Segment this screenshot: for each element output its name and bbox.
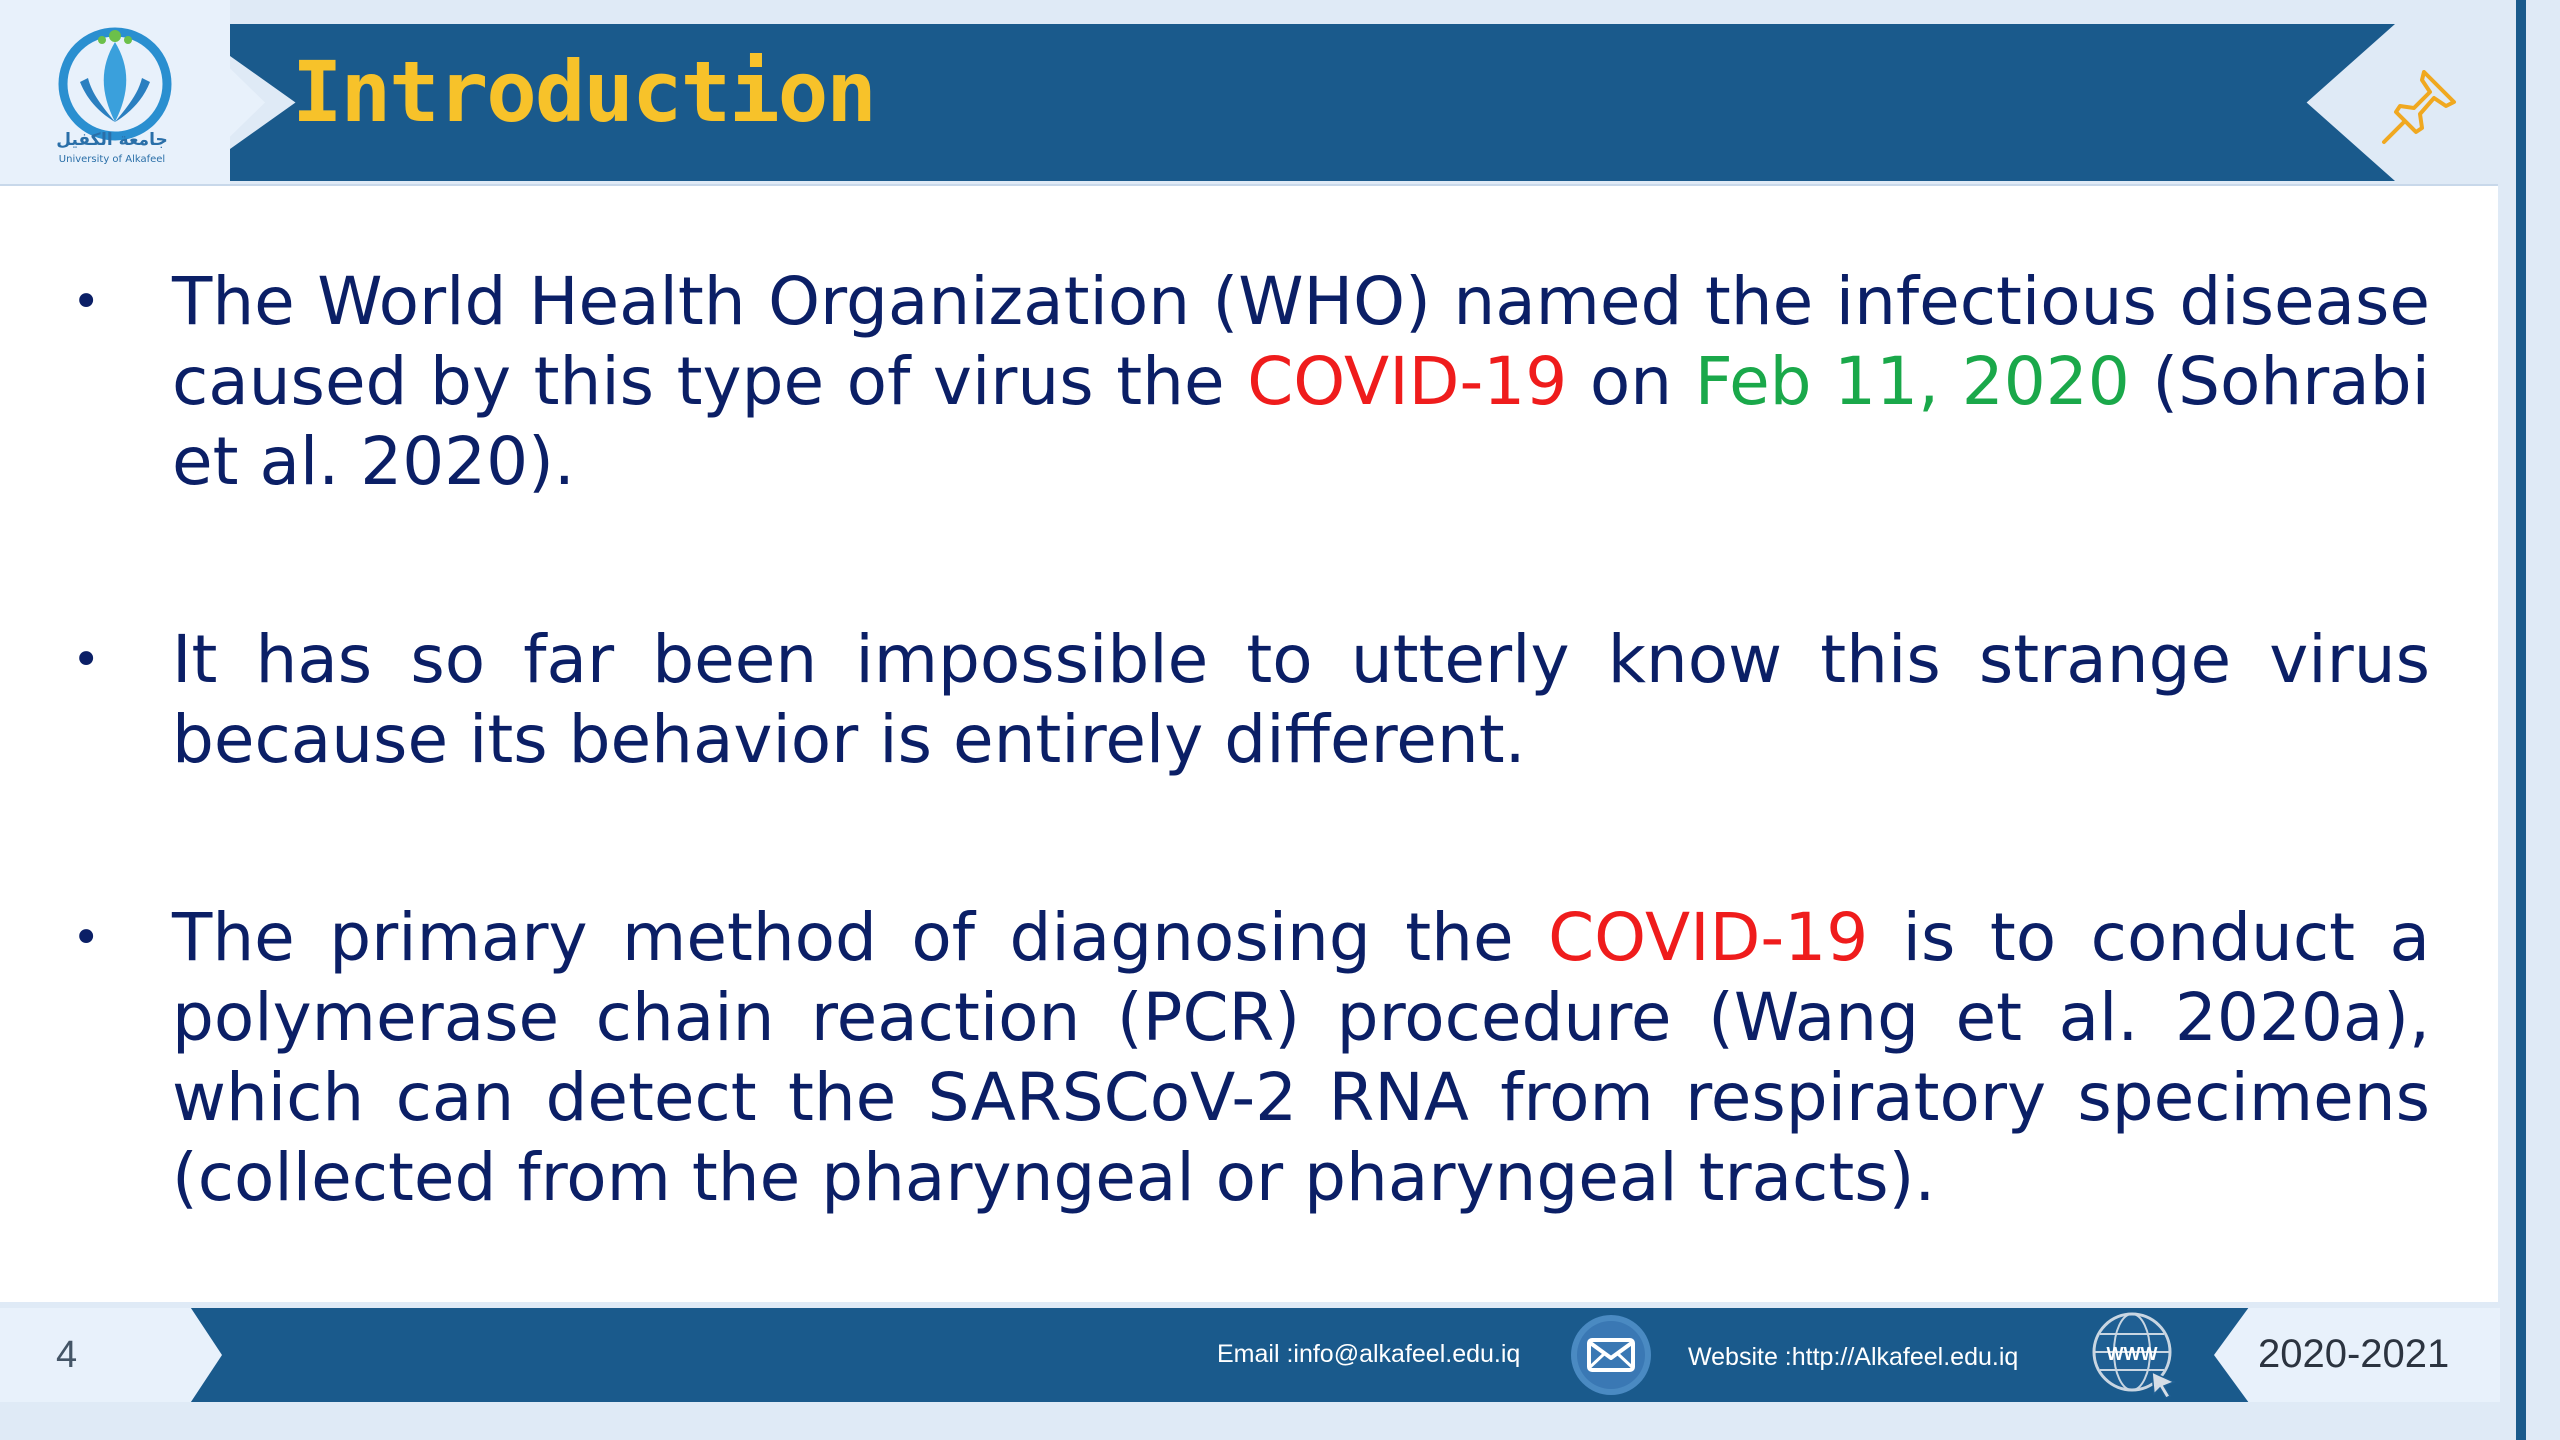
logo-english-text: University of Alkafeel: [58, 154, 166, 165]
bullet-dot-icon: •: [72, 910, 101, 966]
footer-website[interactable]: Website :http://Alkafeel.edu.iq: [1688, 1343, 2019, 1371]
page-number: 4: [56, 1334, 78, 1376]
bullet-highlight-text: COVID-19: [1247, 343, 1568, 420]
bullet-highlight-text: Feb 11, 2020: [1694, 343, 2130, 420]
bullet-item: [60, 898, 2430, 1218]
header-divider: [0, 184, 2500, 186]
mail-icon[interactable]: [1570, 1314, 1652, 1396]
bullet-item: [60, 620, 2430, 780]
footer-bottom-strip: [0, 1402, 2500, 1440]
year-label: 2020-2021: [2258, 1332, 2450, 1376]
page-title: Introduction: [292, 43, 875, 141]
pushpin-icon: [2372, 62, 2464, 154]
bullet-text: The primary method of diagnosing the: [172, 899, 1549, 976]
bullet-highlight-text: COVID-19: [1548, 899, 1869, 976]
bullet-text: It has so far been impossible to utterly know this strange virus because its behavior is entirely different.: [172, 621, 2430, 778]
web-icon-label: WWW: [2106, 1344, 2158, 1364]
bullet-list: [60, 262, 2430, 1336]
bullet-text: on: [1567, 343, 1695, 420]
right-edge-stripe: [2516, 0, 2526, 1440]
footer-email[interactable]: Email :info@alkafeel.edu.iq: [1217, 1340, 1521, 1368]
bullet-item: [60, 262, 2430, 502]
globe-www-icon[interactable]: [2090, 1308, 2182, 1400]
logo-arabic-text: جامعة الكفيل: [56, 130, 168, 150]
right-edge-panel: [2498, 0, 2560, 1440]
bullet-dot-icon: •: [72, 274, 101, 330]
bullet-text: The World Health Organization (WHO) named the infectious disease caused by this type of virus the: [172, 263, 2430, 420]
bullet-dot-icon: •: [72, 632, 101, 688]
footer-page-panel: [0, 1308, 222, 1402]
bullet-text: (Sohrabi et al. 2020).: [172, 343, 2430, 500]
bullet-text: is to conduct a polymerase chain reaction (PCR) procedure (Wang et al. 2020a), which can detect the SARSCoV-2 RNA from respiratory specimens (collected from the pharyngeal or pharyngeal tracts).: [172, 899, 2430, 1216]
